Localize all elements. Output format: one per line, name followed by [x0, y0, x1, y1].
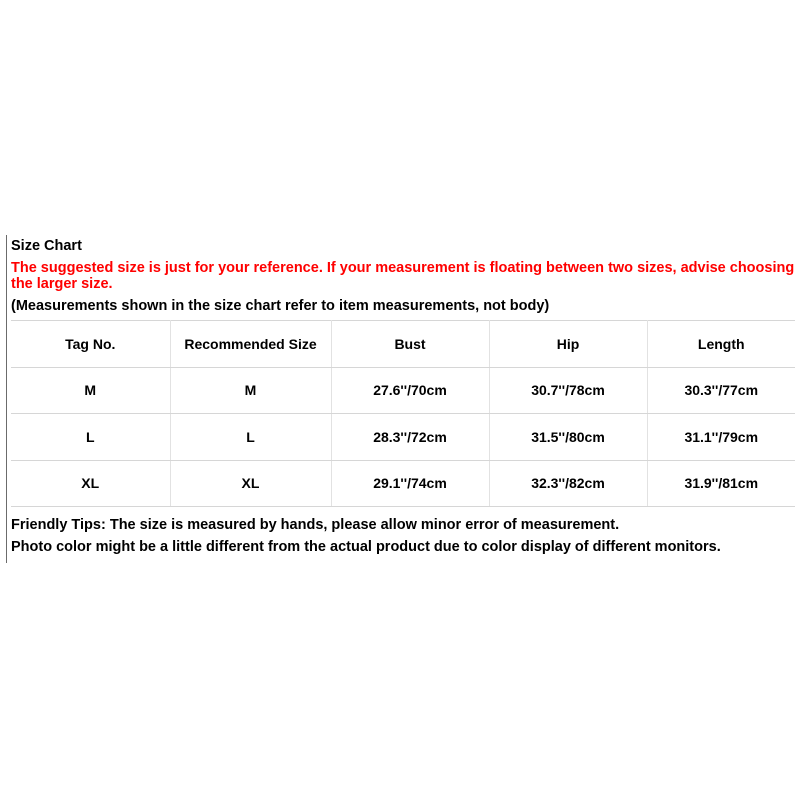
size-chart-panel: [6, 235, 795, 563]
cell-hip: 30.7''/78cm: [489, 367, 647, 414]
cell-recommended-size: M: [170, 367, 331, 414]
cell-recommended-size: XL: [170, 460, 331, 507]
table-row: [11, 367, 795, 414]
column-header-recommended-size: Recommended Size: [170, 321, 331, 368]
size-advice-notice: The suggested size is just for your reference. If your measurement is floating between two sizes, advise choosing the larger size.: [11, 260, 795, 292]
column-header-bust: Bust: [331, 321, 489, 368]
cell-bust: 29.1''/74cm: [331, 460, 489, 507]
table-row: [11, 414, 795, 461]
column-header-tag-no: Tag No.: [11, 321, 170, 368]
cell-recommended-size: L: [170, 414, 331, 461]
table-row: [11, 460, 795, 507]
column-header-hip: Hip: [489, 321, 647, 368]
column-header-length: Length: [647, 321, 795, 368]
size-chart-title: Size Chart: [11, 238, 82, 254]
cell-hip: 32.3''/82cm: [489, 460, 647, 507]
cell-tag-no: M: [11, 367, 170, 414]
cell-bust: 28.3''/72cm: [331, 414, 489, 461]
cell-length: 31.9''/81cm: [647, 460, 795, 507]
size-table: [11, 320, 795, 507]
measurement-disclaimer: (Measurements shown in the size chart refer to item measurements, not body): [11, 298, 550, 314]
cell-length: 31.1''/79cm: [647, 414, 795, 461]
cell-length: 30.3''/77cm: [647, 367, 795, 414]
cell-hip: 31.5''/80cm: [489, 414, 647, 461]
friendly-tips: [11, 514, 721, 558]
cell-bust: 27.6''/70cm: [331, 367, 489, 414]
tips-measurement-note: Friendly Tips: The size is measured by hands, please allow minor error of measurement.: [11, 517, 620, 533]
tips-color-note: Photo color might be a little different from the actual product due to color display of different monitors.: [11, 539, 721, 555]
cell-tag-no: L: [11, 414, 170, 461]
table-header-row: [11, 321, 795, 368]
cell-tag-no: XL: [11, 460, 170, 507]
